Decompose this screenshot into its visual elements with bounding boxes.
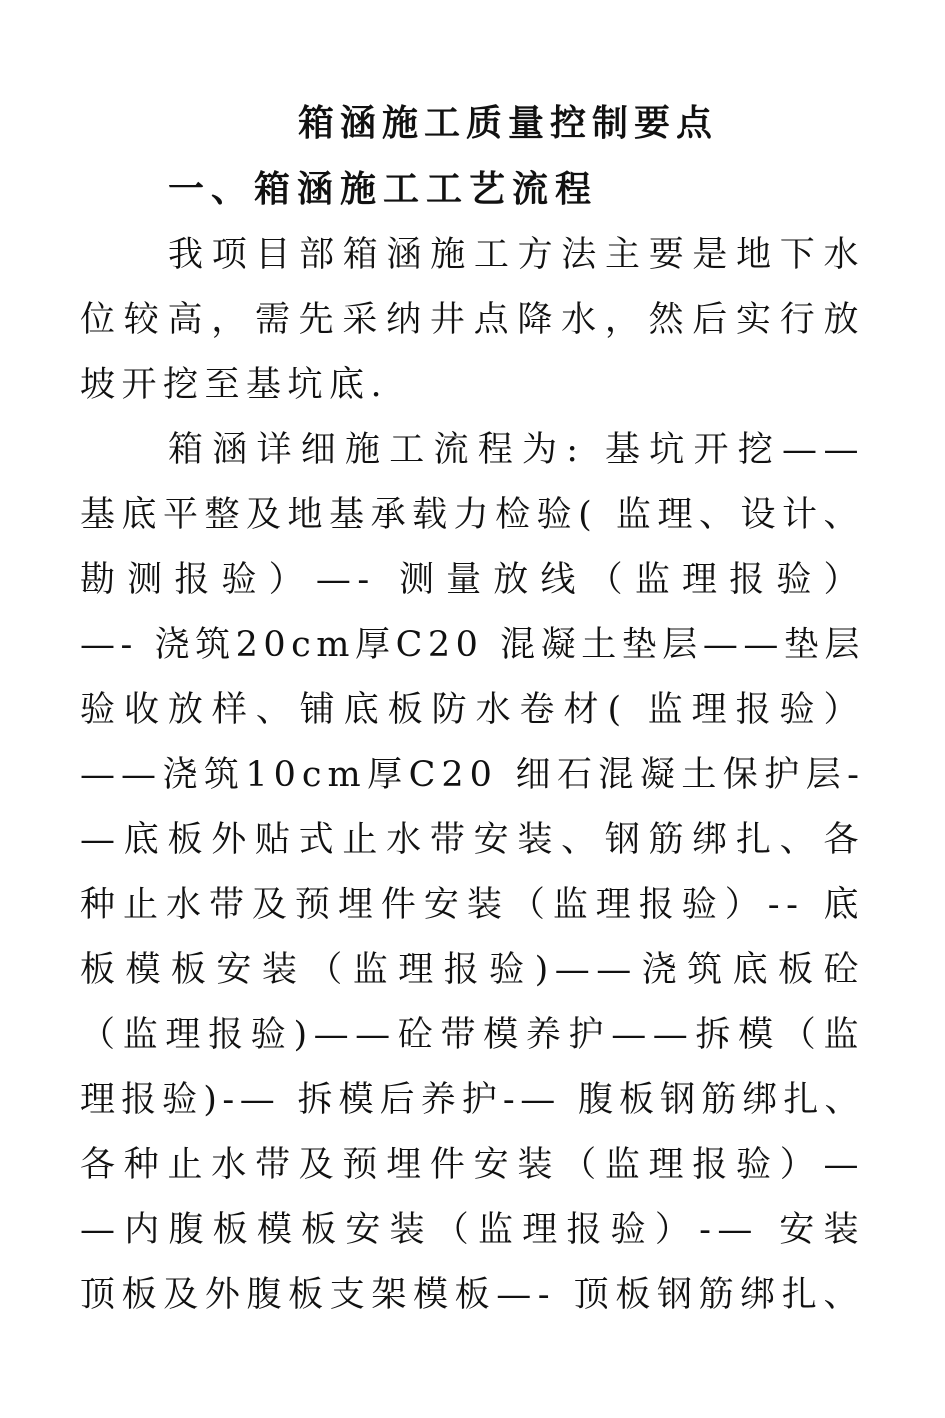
paragraph-line: 种止水带及预埋件安装（监理报验）-- 底 xyxy=(80,885,865,925)
paragraph-line: —底板外贴式止水带安装、钢筋绑扎、各 xyxy=(80,820,865,860)
paragraph-line: 基底平整及地基承载力检验( 监理、设计、 xyxy=(80,495,865,535)
paragraph-line: 位较高，需先采纳井点降水，然后实行放 xyxy=(80,300,865,340)
paragraph-line: 我项目部箱涵施工方法主要是地下水 xyxy=(168,235,865,275)
paragraph-line: 理报验)-— 拆模后养护-— 腹板钢筋绑扎、 xyxy=(80,1080,865,1120)
paragraph-line: 坡开挖至基坑底. xyxy=(80,365,389,405)
paragraph-line: 顶板及外腹板支架模板—- 顶板钢筋绑扎、 xyxy=(80,1275,865,1315)
document-title: 箱涵施工质量控制要点 xyxy=(298,102,719,144)
section-heading: 一、箱涵施工工艺流程 xyxy=(168,168,599,210)
paragraph-line: ——浇筑10cm厚C20 细石混凝土保护层- xyxy=(80,755,865,795)
paragraph-line: （监理报验)——砼带模养护——拆模（监 xyxy=(80,1015,865,1055)
paragraph-line: 箱涵详细施工流程为: 基坑开挖—— xyxy=(168,430,865,470)
paragraph-line: 验收放样、铺底板防水卷材( 监理报验） xyxy=(80,690,865,730)
paragraph-line: 勘测报验）—- 测量放线（监理报验） xyxy=(80,560,865,600)
paragraph-line: 板模板安装（监理报验)——浇筑底板砼 xyxy=(80,950,865,990)
paragraph-line: —内腹板模板安装（监理报验）-— 安装 xyxy=(80,1210,865,1250)
paragraph-line: —- 浇筑20cm厚C20 混凝土垫层——垫层 xyxy=(80,625,865,665)
paragraph-line: 各种止水带及预埋件安装（监理报验）— xyxy=(80,1145,865,1185)
